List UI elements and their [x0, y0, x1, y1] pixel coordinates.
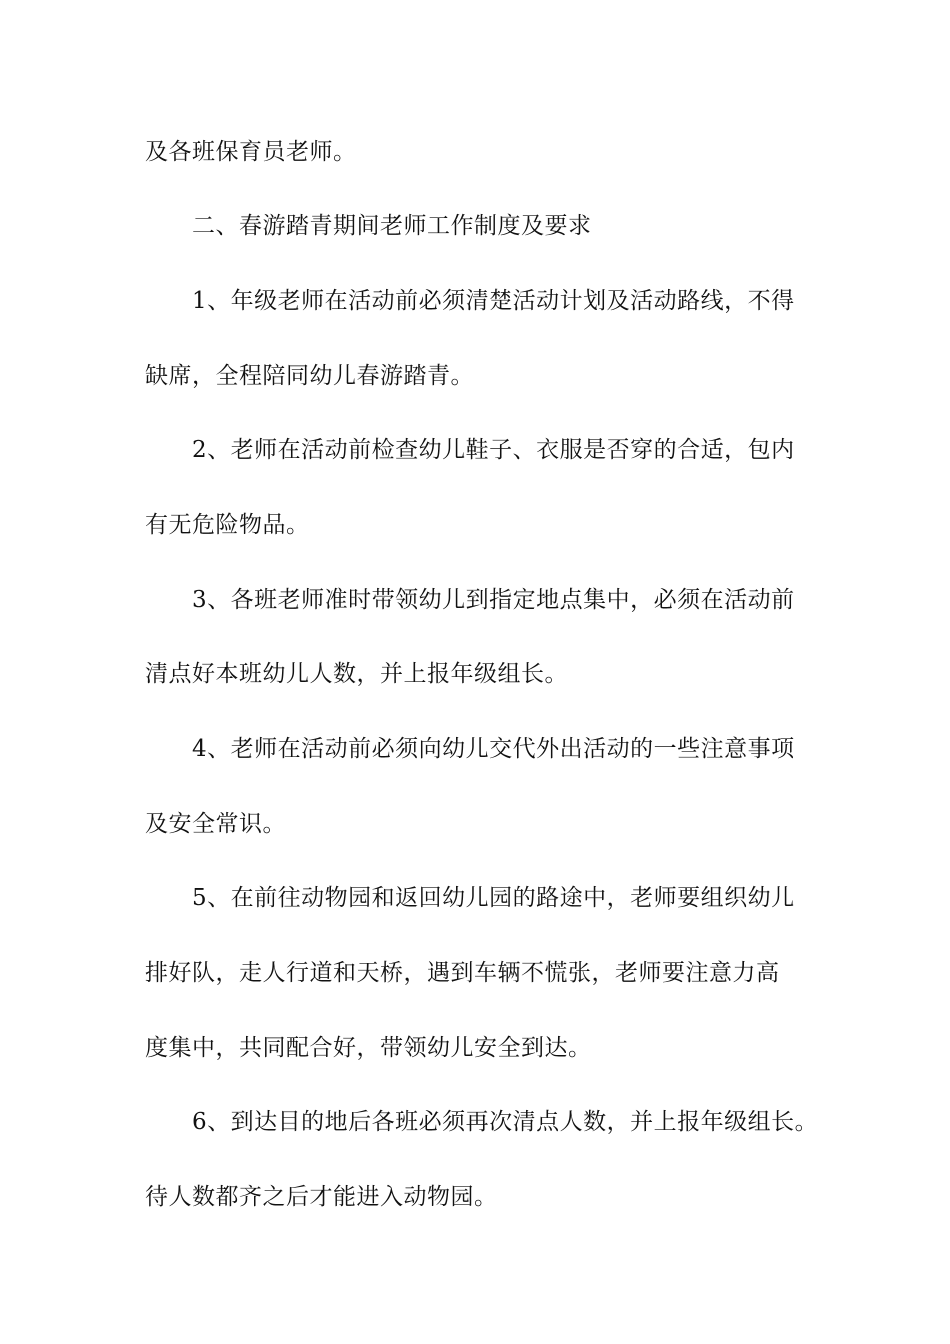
text-line: 及安全常识。	[145, 811, 286, 837]
text-line: 3、各班老师准时带领幼儿到指定地点集中，必须在活动前	[145, 587, 795, 613]
text-line: 1、年级老师在活动前必须清楚活动计划及活动路线，不得	[145, 288, 795, 314]
text-line: 及各班保育员老师。	[145, 139, 357, 165]
text-line: 6、到达目的地后各班必须再次清点人数，并上报年级组长。	[145, 1109, 819, 1135]
text-line: 缺席，全程陪同幼儿春游踏青。	[145, 363, 474, 389]
text-line: 5、在前往动物园和返回幼儿园的路途中，老师要组织幼儿	[145, 885, 795, 911]
section-heading: 二、春游踏青期间老师工作制度及要求	[145, 213, 592, 239]
text-line: 有无危险物品。	[145, 512, 310, 538]
text-line: 度集中，共同配合好，带领幼儿安全到达。	[145, 1035, 592, 1061]
text-line: 4、老师在活动前必须向幼儿交代外出活动的一些注意事项	[145, 736, 795, 762]
text-line: 排好队，走人行道和天桥，遇到车辆不慌张，老师要注意力高	[145, 960, 780, 986]
text-line: 清点好本班幼儿人数，并上报年级组长。	[145, 661, 568, 687]
text-line: 2、老师在活动前检查幼儿鞋子、衣服是否穿的合适，包内	[145, 437, 795, 463]
text-line: 待人数都齐之后才能进入动物园。	[145, 1184, 498, 1210]
